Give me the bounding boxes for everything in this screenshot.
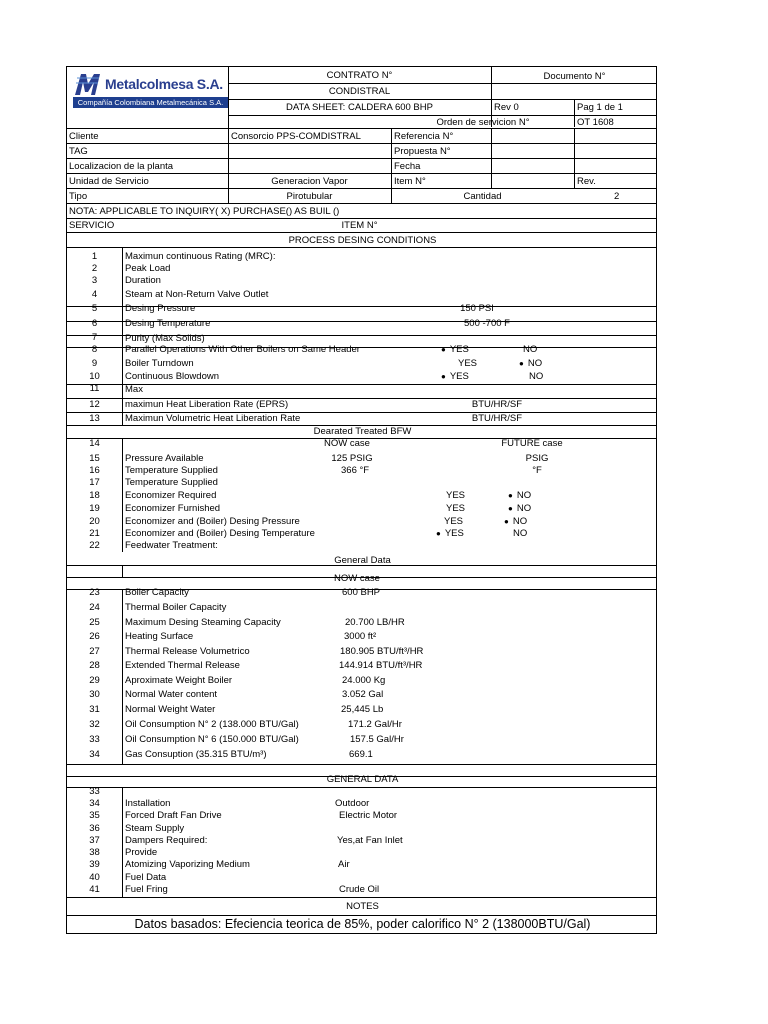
row-num: 36 — [89, 823, 100, 834]
no-selected: ● NO — [504, 516, 527, 527]
now-value: 125 PSIG — [331, 453, 373, 464]
row-num: 19 — [89, 503, 100, 514]
row-label: Temperature Supplied — [125, 477, 218, 488]
row-num: 34 — [89, 749, 100, 760]
yes-selected: ● YES — [441, 371, 469, 382]
row-label: Forced Draft Fan Drive — [125, 810, 222, 821]
row-value: BTU/HR/SF — [471, 399, 523, 410]
rev-field-label: Rev. — [577, 176, 596, 187]
row-label: Peak Load — [125, 263, 171, 274]
row-num: 8 — [91, 344, 98, 355]
row-label: Desing Pressure — [125, 303, 196, 314]
row-label: Fuel Data — [125, 872, 167, 883]
row-value: 24.000 Kg — [342, 675, 386, 686]
documento-label: Documento N° — [543, 71, 606, 82]
row-num: 28 — [89, 660, 100, 671]
row-num: 26 — [89, 631, 100, 642]
row-label: maximun Heat Liberation Rate (EPRS) — [125, 399, 289, 410]
row-value: 3.052 Gal — [342, 689, 384, 700]
yes-option: YES — [444, 516, 464, 527]
row-label: Maximum Desing Steaming Capacity — [125, 617, 281, 628]
rev-label: Rev 0 — [494, 102, 519, 113]
row-num: 37 — [89, 835, 100, 846]
row-num: 7 — [91, 332, 98, 343]
row-value: 600 BHP — [342, 587, 381, 598]
item-no-label: ITEM N° — [341, 220, 378, 231]
row-label: Pressure Available — [125, 453, 204, 464]
no-selected: ● NO — [519, 358, 542, 369]
unidad-value: Generacion Vapor — [271, 176, 348, 187]
yes-selected: ● YES — [436, 528, 464, 539]
tag-label: TAG — [69, 146, 88, 157]
notes-title: NOTES — [346, 901, 379, 912]
row-value: Crude Oil — [339, 884, 380, 895]
row-label: Maximun continuous Rating (MRC): — [125, 251, 276, 262]
row-label: Duration — [125, 275, 161, 286]
cliente-value: Consorcio PPS-COMDISTRAL — [231, 131, 361, 142]
yes-option: YES — [446, 490, 466, 501]
row-label: Economizer Required — [125, 490, 217, 501]
row-label: Heating Surface — [125, 631, 194, 642]
data-sheet-title: DATA SHEET: CALDERA 600 BHP — [286, 102, 433, 113]
row-num: 5 — [91, 303, 98, 314]
row-num: 1 — [91, 251, 98, 262]
future-value: PSIG — [525, 453, 549, 464]
row-num: 27 — [89, 646, 100, 657]
general-data-title-2: GENERAL DATA — [326, 774, 399, 785]
company-tagline: Compañía Colombiana Metalmecánica S.A. — [73, 97, 228, 108]
row-value: Yes,at Fan Inlet — [337, 835, 403, 846]
unidad-label: Unidad de Servicio — [69, 176, 149, 187]
tipo-value: Pirotubular — [286, 191, 333, 202]
row-num: 25 — [89, 617, 100, 628]
row-value: 180.905 BTU/ft³/HR — [340, 646, 424, 657]
row-num: 11 — [89, 383, 100, 394]
client-short: CONDISTRAL — [328, 86, 391, 97]
row-num: 3 — [91, 275, 98, 286]
row-num: 30 — [89, 689, 100, 700]
row-num: 40 — [89, 872, 100, 883]
footer-note: Datos basados: Efeciencia teorica de 85%, poder calorifico N° 2 (138000BTU/Gal) — [134, 917, 591, 931]
servicio-label: SERVICIO — [69, 220, 115, 231]
row-num: 4 — [91, 289, 98, 300]
row-num: 10 — [89, 371, 100, 382]
row-label: Boiler Capacity — [125, 587, 189, 598]
yes-option: YES — [458, 358, 478, 369]
row-value: 25,445 Lb — [341, 704, 384, 715]
yes-selected: ● YES — [441, 344, 469, 355]
row-label: Feedwater Treatment: — [125, 540, 218, 551]
row-num: 29 — [89, 675, 100, 686]
row-label: Thermal Boiler Capacity — [125, 602, 227, 613]
row-label: Continuous Blowdown — [125, 371, 220, 382]
row-num: 21 — [89, 528, 100, 539]
row-num: 32 — [89, 719, 100, 730]
row-value: 3000 ft² — [344, 631, 377, 642]
row-num: 38 — [89, 847, 100, 858]
company-name: Metalcolmesa S.A. — [105, 76, 223, 92]
logo-m-icon — [73, 70, 103, 100]
row-label: Purity (Max Solids) — [125, 333, 205, 344]
row-label: Provide — [125, 847, 158, 858]
row-value: 150 PSI — [460, 303, 494, 314]
row-num: 22 — [89, 540, 100, 551]
no-selected: ● NO — [508, 490, 531, 501]
row-num: 34 — [89, 798, 100, 809]
row-num: 35 — [89, 810, 100, 821]
now-case-label: NOW case — [324, 438, 370, 449]
row-label: Steam Supply — [125, 823, 185, 834]
row-num: 15 — [89, 453, 100, 464]
row-label: Max — [125, 384, 143, 395]
row-num: 33 — [89, 734, 100, 745]
data-sheet — [66, 66, 657, 934]
row-value: 157.5 Gal/Hr — [350, 734, 404, 745]
row-num: 31 — [89, 704, 100, 715]
row-label: Gas Consuption (35.315 BTU/m³) — [125, 749, 267, 760]
no-option: NO — [529, 371, 544, 382]
orden-label: Orden de servicion N° — [436, 117, 530, 128]
nota-line: NOTA: APPLICABLE TO INQUIRY( X) PURCHASE() AS BUIL () — [69, 206, 340, 217]
cantidad-label: Cantidad — [463, 191, 502, 202]
contrato-label: CONTRATO N° — [326, 70, 393, 81]
row-label: Economizer Furnished — [125, 503, 221, 514]
row-value: BTU/HR/SF — [471, 413, 523, 424]
future-case-label: FUTURE case — [501, 438, 563, 449]
now-case-label: NOW case — [334, 573, 380, 584]
row-label: Aproximate Weight Boiler — [125, 675, 233, 686]
row-num: 13 — [89, 413, 100, 424]
row-num: 14 — [89, 438, 100, 449]
row-label: Atomizing Vaporizing Medium — [125, 859, 250, 870]
tipo-label: Tipo — [69, 191, 88, 202]
row-label: Boiler Turndown — [125, 358, 194, 369]
row-label: Normal Water content — [125, 689, 218, 700]
row-value: 144.914 BTU/ft³/HR — [339, 660, 423, 671]
row-value: 20.700 LB/HR — [345, 617, 405, 628]
referencia-label: Referencia N° — [394, 131, 454, 142]
row-label: Desing Temperature — [125, 318, 211, 329]
row-label: Dampers Required: — [125, 835, 208, 846]
orden-value: OT 1608 — [577, 117, 614, 128]
row-num: 17 — [89, 477, 100, 488]
row-label: Steam at Non-Return Valve Outlet — [125, 289, 269, 300]
row-num: 16 — [89, 465, 100, 476]
bfw-section-title: Dearated Treated BFW — [313, 426, 412, 437]
row-value: Air — [338, 859, 350, 870]
row-value: 669.1 — [349, 749, 373, 760]
row-label: Extended Thermal Release — [125, 660, 240, 671]
row-label: Economizer and (Boiler) Desing Temperature — [125, 528, 315, 539]
row-num: 18 — [89, 490, 100, 501]
cantidad-value: 2 — [614, 191, 620, 202]
row-num: 20 — [89, 516, 100, 527]
row-label: Temperature Supplied — [125, 465, 218, 476]
cliente-label: Cliente — [69, 131, 99, 142]
row-num: 9 — [91, 358, 98, 369]
row-label: Maximun Volumetric Heat Liberation Rate — [125, 413, 301, 424]
row-num: 24 — [89, 602, 100, 613]
row-value: 171.2 Gal/Hr — [348, 719, 402, 730]
row-label: Thermal Release Volumetrico — [125, 646, 250, 657]
row-value: Outdoor — [335, 798, 370, 809]
page-label: Pag 1 de 1 — [577, 102, 623, 113]
row-value: Electric Motor — [339, 810, 398, 821]
propuesta-label: Propuesta N° — [394, 146, 451, 157]
row-label: Oil Consumption N° 6 (150.000 BTU/Gal) — [125, 734, 299, 745]
no-option: NO — [523, 344, 538, 355]
row-num: 41 — [89, 884, 100, 895]
row-label: Economizer and (Boiler) Desing Pressure — [125, 516, 300, 527]
now-value: 366 °F — [341, 465, 370, 476]
yes-option: YES — [446, 503, 466, 514]
row-num: 39 — [89, 859, 100, 870]
row-num: 12 — [89, 399, 100, 410]
row-label: Oil Consumption N° 2 (138.000 BTU/Gal) — [125, 719, 299, 730]
row-num: 2 — [91, 263, 98, 274]
future-value: °F — [532, 465, 542, 476]
no-selected: ● NO — [508, 503, 531, 514]
row-label: Parallel Operations With Other Boilers on Same Header — [125, 344, 360, 355]
row-label: Fuel Fring — [125, 884, 168, 895]
general-data-title: General Data — [334, 555, 391, 566]
row-label: Normal Weight Water — [125, 704, 216, 715]
row-num: 23 — [89, 587, 100, 598]
fecha-label: Fecha — [394, 161, 421, 172]
row-value: 500 -700 F — [464, 318, 510, 329]
item-label: Item N° — [394, 176, 426, 187]
no-option: NO — [513, 528, 528, 539]
process-title: PROCESS DESING CONDITIONS — [288, 235, 437, 246]
company-logo — [73, 70, 228, 108]
row-num: 6 — [91, 318, 98, 329]
localizacion-label: Localizacion de la planta — [69, 161, 174, 172]
row-label: Installation — [125, 798, 171, 809]
row-num: 33 — [89, 786, 100, 797]
